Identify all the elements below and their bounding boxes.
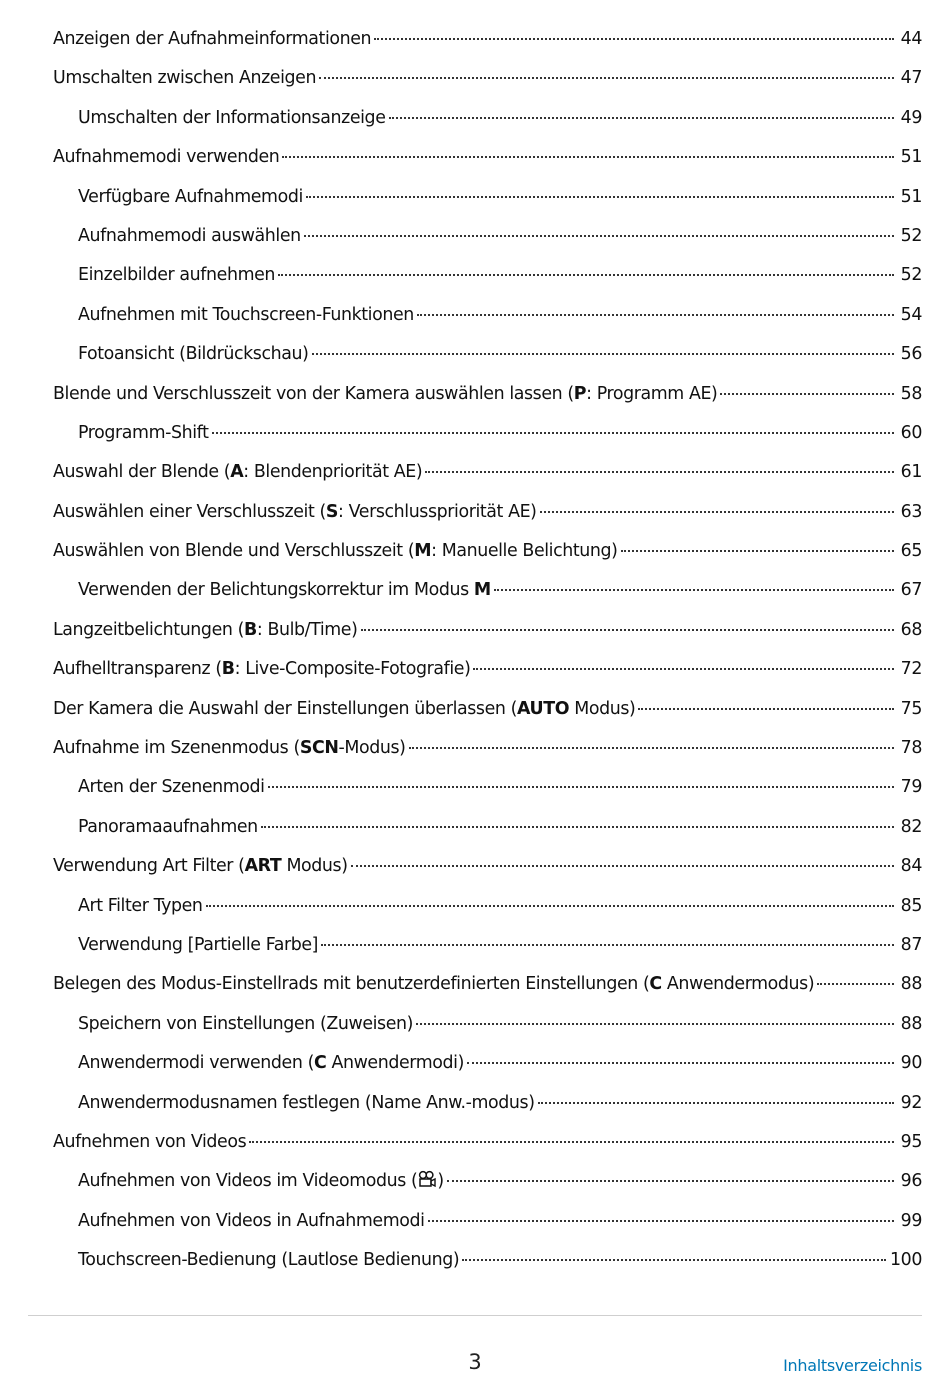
title-text: Auswählen einer Verschlusszeit ( (53, 501, 326, 522)
title-text: Anwendermodus) (661, 974, 815, 995)
dot-leader (361, 629, 895, 631)
toc-entry-title (53, 453, 422, 492)
toc-page-number: 96 (900, 1171, 922, 1192)
title-text: Modus) (569, 698, 636, 719)
title-text: Anwendermodi verwenden ( (78, 1053, 314, 1074)
toc-subentry[interactable] (0, 99, 950, 138)
toc-entry[interactable] (0, 965, 950, 1004)
title-text: Verfügbare Aufnahmemodi (78, 186, 303, 207)
table-of-contents (0, 20, 950, 1281)
title-text: Aufnahmemodi auswählen (78, 225, 301, 246)
title-text: -Modus) (338, 738, 406, 759)
title-text: Panoramaaufnahmen (78, 816, 258, 837)
toc-subentry[interactable] (0, 768, 950, 807)
toc-entry-title (78, 1044, 464, 1083)
movie-mode-icon (417, 1164, 437, 1182)
title-text: Belegen des Modus-Einstellrads mit benutzerdefinierten Einstellungen ( (53, 974, 650, 995)
toc-page-number: 44 (900, 29, 922, 49)
title-text: Fotoansicht (Bildrückschau) (78, 344, 309, 365)
mode-letter: S (325, 501, 339, 522)
dot-leader (409, 747, 894, 749)
toc-entry[interactable] (0, 729, 950, 768)
toc-page-number: 79 (900, 777, 922, 798)
dot-leader (621, 550, 894, 552)
title-text: Verwendung Art Filter ( (53, 856, 245, 877)
toc-entry[interactable] (0, 453, 950, 492)
title-text: Umschalten der Informationsanzeige (78, 107, 386, 128)
toc-page-number: 52 (900, 225, 922, 246)
toc-subentry[interactable] (0, 1162, 950, 1201)
toc-entry-title (78, 296, 414, 335)
toc-page-number: 84 (900, 856, 922, 877)
toc-subentry[interactable] (0, 808, 950, 847)
toc-page-number: 75 (900, 698, 922, 719)
toc-entry[interactable] (0, 650, 950, 689)
title-text: Speichern von Einstellungen (Zuweisen) (78, 1013, 414, 1034)
dot-leader (351, 865, 894, 867)
toc-page-number: 90 (900, 1053, 922, 1074)
dot-leader (319, 77, 894, 79)
title-text: Anzeigen der Aufnahmeinformationen (53, 29, 372, 49)
dot-leader (389, 117, 895, 119)
toc-entry-title (53, 847, 348, 886)
dot-leader (278, 274, 894, 276)
title-text: : Live-Composite-Fotografie) (234, 659, 471, 680)
toc-subentry[interactable] (0, 414, 950, 453)
toc-page-number: 61 (900, 462, 922, 483)
dot-leader (540, 511, 894, 513)
toc-entry-title (78, 768, 265, 807)
toc-page-number: 58 (900, 383, 922, 404)
mode-letter: AUTO (517, 698, 570, 719)
toc-subentry[interactable] (0, 926, 950, 965)
toc-entry-title (78, 217, 301, 256)
toc-entry[interactable] (0, 847, 950, 886)
toc-entry[interactable] (0, 138, 950, 177)
toc-page-number: 51 (900, 186, 922, 207)
title-text: : Bulb/Time) (256, 619, 358, 640)
toc-page-number: 52 (900, 265, 922, 286)
toc-subentry[interactable] (0, 1044, 950, 1083)
mode-letter: A (230, 462, 244, 483)
dot-leader (462, 1259, 886, 1261)
toc-subentry[interactable] (0, 178, 950, 217)
title-text: Touchscreen-Bedienung (Lautlose Bedienung) (78, 1250, 460, 1271)
title-text: Modus) (281, 856, 348, 877)
mode-letter: P (573, 383, 587, 404)
toc-entry[interactable] (0, 1123, 950, 1162)
title-text: Blende und Verschlusszeit von der Kamera auswählen lassen ( (53, 383, 574, 404)
title-text: ) (437, 1171, 444, 1192)
toc-entry-title (78, 99, 386, 138)
dot-leader (416, 1023, 894, 1025)
dot-leader (817, 983, 894, 985)
dot-leader (638, 708, 894, 710)
title-text: Der Kamera die Auswahl der Einstellungen überlassen ( (53, 698, 518, 719)
toc-page-number: 47 (900, 68, 922, 89)
toc-entry-title (78, 1162, 444, 1201)
mode-letter: C (649, 974, 662, 995)
dot-leader (312, 353, 894, 355)
title-text: Anwendermodusnamen festlegen (Name Anw.-modus) (78, 1092, 535, 1113)
toc-subentry[interactable] (0, 256, 950, 295)
toc-entry-title (78, 335, 309, 374)
mode-letter: M (473, 580, 491, 601)
toc-entry-title (78, 808, 258, 847)
toc-entry-title (78, 256, 275, 295)
toc-page-number: 56 (900, 344, 922, 365)
dot-leader (417, 314, 894, 316)
footer-divider (28, 1315, 922, 1316)
title-text: Aufnehmen von Videos (53, 1131, 247, 1152)
toc-entry-title (78, 1005, 413, 1044)
toc-entry-title (53, 965, 814, 1004)
toc-entry-title (78, 1202, 425, 1241)
toc-subentry[interactable] (0, 887, 950, 926)
toc-entry-title (53, 59, 316, 98)
toc-subentry[interactable] (0, 1202, 950, 1241)
title-text: Auswahl der Blende ( (53, 462, 231, 483)
dot-leader (447, 1180, 894, 1182)
title-text: Aufnehmen von Videos in Aufnahmemodi (78, 1210, 425, 1231)
title-text: Aufnahme im Szenenmodus ( (53, 738, 300, 759)
toc-page-number: 51 (900, 147, 922, 168)
title-text: : Verschlusspriorität AE) (338, 501, 537, 522)
toc-entry-title (53, 20, 371, 59)
toc-entry-title (78, 926, 318, 965)
dot-leader (494, 589, 894, 591)
dot-leader (306, 196, 894, 198)
toc-entry[interactable] (0, 532, 950, 571)
toc-page-number: 67 (900, 580, 922, 601)
title-text: : Blendenpriorität AE) (243, 462, 423, 483)
toc-subentry[interactable] (0, 1084, 950, 1123)
toc-page-number: 49 (900, 107, 922, 128)
dot-leader (206, 905, 894, 907)
toc-entry-title (53, 729, 406, 768)
toc-page-number: 100 (890, 1250, 922, 1271)
toc-subentry[interactable] (0, 1005, 950, 1044)
toc-entry[interactable] (0, 611, 950, 650)
mode-letter: B (221, 659, 235, 680)
title-text: Verwenden der Belichtungskorrektur im Modus (78, 580, 474, 601)
title-text: Anwendermodi) (326, 1053, 464, 1074)
toc-entry-title (78, 1241, 459, 1280)
toc-entry-title (53, 532, 618, 571)
toc-entry-title (53, 650, 470, 689)
mode-letter: ART (244, 856, 282, 877)
title-text: Auswählen von Blende und Verschlusszeit ( (53, 541, 415, 562)
toc-entry-title (53, 138, 279, 177)
title-text: Art Filter Typen (78, 895, 203, 916)
toc-page-number: 82 (900, 816, 922, 837)
dot-leader (720, 393, 894, 395)
toc-page-number: 88 (900, 974, 922, 995)
toc-entry-title (53, 493, 537, 532)
toc-page-number: 78 (900, 738, 922, 759)
title-text: Verwendung [Partielle Farbe] (78, 934, 319, 955)
toc-subentry[interactable] (0, 296, 950, 335)
toc-page-number: 60 (900, 422, 922, 443)
title-text: Langzeitbelichtungen ( (53, 619, 245, 640)
toc-subentry[interactable] (0, 1241, 950, 1280)
toc-page-number: 68 (900, 619, 922, 640)
mode-letter: C (313, 1053, 327, 1074)
dot-leader (261, 826, 894, 828)
title-text: Aufnehmen mit Touchscreen-Funktionen (78, 304, 414, 325)
dot-leader (425, 471, 894, 473)
title-text: Aufnehmen von Videos im Videomodus ( (78, 1171, 418, 1192)
dot-leader (538, 1102, 894, 1104)
toc-page-number: 95 (900, 1131, 922, 1152)
toc-page-number: 72 (900, 659, 922, 680)
toc-entry-title (53, 375, 717, 414)
toc-entry-title (78, 414, 209, 453)
toc-page-number: 85 (900, 895, 922, 916)
toc-subentry[interactable] (0, 217, 950, 256)
dot-leader (304, 235, 894, 237)
toc-entry-title (53, 1123, 246, 1162)
toc-entry-title (78, 178, 303, 217)
dot-leader (212, 432, 894, 434)
title-text: Umschalten zwischen Anzeigen (53, 68, 317, 89)
toc-entry-title (78, 571, 491, 610)
mode-letter: M (414, 541, 432, 562)
title-text: Aufhelltransparenz ( (53, 659, 222, 680)
toc-page-number: 87 (900, 934, 922, 955)
dot-leader (282, 156, 894, 158)
toc-entry[interactable] (0, 375, 950, 414)
toc-entry-title (53, 690, 635, 729)
title-text: : Programm AE) (586, 383, 718, 404)
dot-leader (249, 1141, 894, 1143)
toc-page-number: 99 (900, 1210, 922, 1231)
page-number: 3 (468, 1350, 482, 1374)
toc-link[interactable]: Inhaltsverzeichnis (783, 1356, 922, 1375)
dot-leader (374, 38, 894, 40)
toc-entry[interactable] (0, 59, 950, 98)
dot-leader (467, 1062, 894, 1064)
dot-leader (428, 1220, 894, 1222)
toc-entry[interactable] (0, 493, 950, 532)
title-text: Arten der Szenenmodi (78, 777, 265, 798)
toc-page-number: 63 (900, 501, 922, 522)
dot-leader (321, 944, 894, 946)
title-text: : Manuelle Belichtung) (431, 541, 618, 562)
mode-letter: SCN (299, 738, 339, 759)
title-text: Einzelbilder aufnehmen (78, 265, 276, 286)
toc-entry[interactable] (0, 20, 950, 59)
toc-entry-title (78, 1084, 535, 1123)
dot-leader (473, 668, 894, 670)
toc-page-number: 54 (900, 304, 922, 325)
title-text: Aufnahmemodi verwenden (53, 147, 280, 168)
toc-page-number: 65 (900, 541, 922, 562)
mode-letter: B (244, 619, 257, 640)
dot-leader (268, 786, 894, 788)
toc-subentry[interactable] (0, 335, 950, 374)
toc-page-number: 88 (900, 1013, 922, 1034)
toc-entry[interactable] (0, 690, 950, 729)
toc-entry-title (53, 611, 358, 650)
toc-subentry[interactable] (0, 571, 950, 610)
title-text: Programm-Shift (78, 422, 209, 443)
toc-entry-title (78, 887, 203, 926)
toc-page-number: 92 (900, 1092, 922, 1113)
